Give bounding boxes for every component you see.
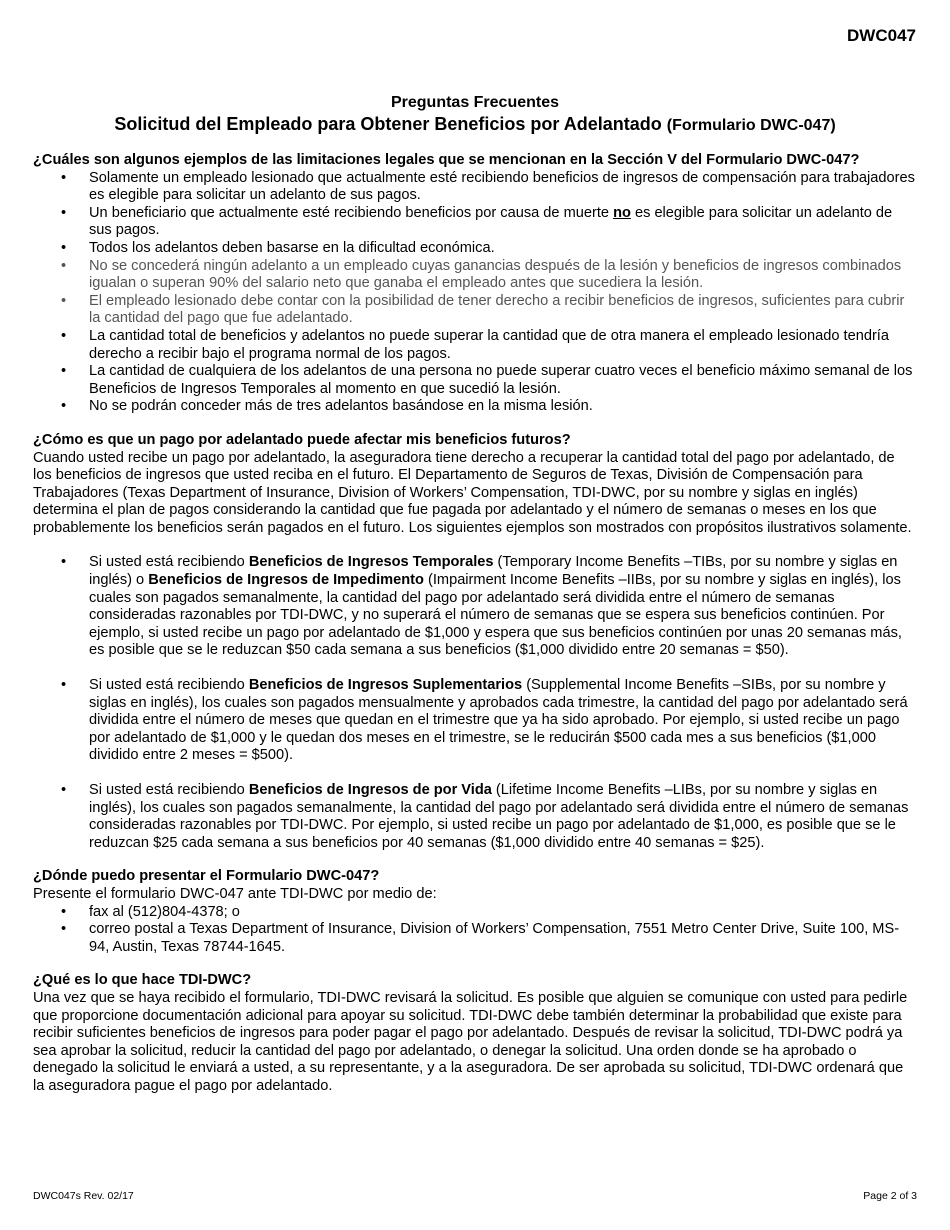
list-item (89, 782, 917, 852)
question-legal-limits: ¿Cuáles son algunos ejemplos de las limitaciones legales que se mencionan en la Sección V del Formulario DWC-047? (33, 152, 860, 168)
paragraph-submit-intro: Presente el formulario DWC-047 ante TDI-DWC por medio de: (33, 885, 437, 902)
question-where-to-submit: ¿Dónde puedo presentar el Formulario DWC-047? (33, 868, 380, 885)
question-future-benefits: ¿Cómo es que un pago por adelantado puede afectar mis beneficios futuros? (33, 431, 571, 448)
list-item-text: (Lifetime Income Benefits –LIBs, por su nombre y siglas en inglés), los cuales son pagados semanalmente, la cantidad del pago por adelantado será dividida entre el número de semanas consideradas razonables por TDI-DWC. Por ejemplo, si usted recibe un pago por adelantado de $1,000, es posible que se le reduzcan $25 cada semana a sus beneficios por 40 semanas ($1,000 dividido entre 40 semanas = $25). (89, 782, 909, 851)
list-item: • correo postal a Texas Department of Insurance, Division of Workers’ Compensation, 7551 Metro Center Drive, Suite 100, MS-94, Austin, Texas 78744-1645. (89, 921, 917, 956)
document-title (0, 93, 950, 137)
list-item (89, 677, 917, 765)
list-item-text: (Impairment Income Benefits –IIBs, por su nombre y siglas en inglés), los cuales son pagados semanalmente, la cantidad del pago por adelantado será dividida entre el número de semanas consideradas razonables por TDI-DWC, y no superará el número de semanas que se espera sus beneficios continúen. Por ejemplo, si usted recibe un pago por adelantado de $1,000 y espera que sus beneficios continúen por unas 20 semanas más, es posible que se le reduzcan $50 cada semana a sus beneficios ($1,000 dividido entre 20 semanas = $50). (89, 572, 902, 659)
list-item-text: Si usted está recibiendo (89, 554, 249, 571)
list-item (89, 205, 917, 240)
term-iibs: Beneficios de Ingresos de Impedimento (148, 572, 424, 589)
list-item: • Todos los adelantos deben basarse en la dificultad económica. (89, 240, 917, 258)
question-what-tdi-does: ¿Qué es lo que hace TDI-DWC? (33, 972, 252, 989)
title-main-text: Solicitud del Empleado para Obtener Beneficios por Adelantado (114, 114, 662, 134)
list-item-text: (Supplemental Income Benefits –SIBs, por su nombre y siglas en inglés), los cuales son pagados mensualmente y aprobados cada trimestre, la cantidad del pago por adelantado será dividida entre el número de meses que quedan en el trimestre que ya ha sido aprobado. Por ejemplo, si usted recibe un pago por adelantado de $1,000 y le quedan dos meses en el trimestre, se le reducirán $500 cada mes a sus beneficios ($1,000 dividido entre 2 meses = $500). (89, 677, 908, 764)
form-code: DWC047 (847, 26, 916, 45)
list-item: • No se concederá ningún adelanto a un empleado cuyas ganancias después de la lesión y beneficios de ingresos combinados igualan o superan 90% del salario neto que ganaba el empleado antes que sucediera la lesión. (89, 258, 917, 293)
list-item-text: Un beneficiario que actualmente esté recibiendo beneficios por causa de muerte (89, 204, 614, 221)
legal-limits-list (33, 170, 917, 416)
list-item: • fax al (512)804-4378; o (89, 904, 917, 922)
list-item: • La cantidad total de beneficios y adelantos no puede superar la cantidad que de otra manera el empleado lesionado tendría derecho a recibir bajo el programa normal de los pagos. (89, 328, 917, 363)
submit-methods-list (33, 904, 917, 957)
list-item: • El empleado lesionado debe contar con la posibilidad de tener derecho a recibir beneficios de ingresos, suficientes para cubrir la cantidad del pago que fue adelantado. (89, 293, 917, 328)
term-tibs: Beneficios de Ingresos Temporales (248, 554, 494, 571)
list-item-text: Si usted está recibiendo (89, 782, 249, 798)
footer-revision: DWC047s Rev. 02/17 (33, 1190, 134, 1202)
document-body (33, 152, 917, 1096)
term-libs: Beneficios de Ingresos de por Vida (248, 782, 492, 798)
paragraph-future-benefits: Cuando usted recibe un pago por adelantado, la aseguradora tiene derecho a recuperar la cantidad total del pago por adelantado, de los beneficios de ingresos que usted reciba en el futuro. El Departamento de Seguros de Texas, División de Compensación para Trabajadores (Texas Department of Insurance, Division of Workers’ Compensation, TDI-DWC, por su nombre y siglas en inglés) determina el plan de pagos considerando la cantidad que fue pagada por adelantado y el número de semanas o meses en los que probablemente los beneficios serán pagados en el futuro. Los siguientes ejemplos son mostrados con propósitos ilustrativos solamente. (33, 449, 912, 536)
list-item-text: (Temporary Income Benefits –TIBs, por su nombre y siglas en inglés) o (89, 554, 898, 589)
list-item (89, 554, 917, 660)
list-item-text: es elegible para solicitar un adelanto de sus pagos. (89, 204, 893, 239)
paragraph-what-tdi-does: Una vez que se haya recibido el formulario, TDI-DWC revisará la solicitud. Es posible que alguien se comunique con usted para pedirle que proporcione documentación adicional para apoyar su solicitud. TDI-DWC debe también determinar la probabilidad que existe para recibir suficientes beneficios de ingresos para poder pagar el pago por adelantado. Después de revisar la solicitud, TDI-DWC podrá ya sea aprobar la solicitud, reducir la cantidad del pago por adelantado, o denegar la solicitud. Una orden donde se ha aprobado o denegado la solicitud le enviará a usted, a su representante, y a la aseguradora. De ser aprobada su solicitud, TDI-DWC ordenará que la aseguradora pague el pago por adelantado. (33, 989, 908, 1094)
examples-list (33, 554, 917, 660)
emphasis-no: no (613, 204, 631, 221)
title-form-ref: (Formulario DWC-047) (666, 117, 836, 134)
title-main (0, 113, 950, 137)
title-faq: Preguntas Frecuentes (390, 94, 560, 111)
list-item-text: Si usted está recibiendo (89, 677, 249, 694)
term-sibs: Beneficios de Ingresos Suplementarios (248, 677, 523, 694)
examples-list (33, 677, 917, 765)
footer-page-number: Page 2 of 3 (863, 1190, 917, 1202)
list-item: • No se podrán conceder más de tres adelantos basándose en la misma lesión. (89, 398, 917, 416)
examples-list (33, 782, 917, 852)
list-item: • Solamente un empleado lesionado que actualmente esté recibiendo beneficios de ingresos de compensación para trabajadores es elegible para solicitar un adelanto de sus pagos. (89, 170, 917, 205)
list-item: • La cantidad de cualquiera de los adelantos de una persona no puede superar cuatro veces el beneficio máximo semanal de los Beneficios de Ingresos Temporales al momento en que sucedió la lesión. (89, 363, 917, 398)
